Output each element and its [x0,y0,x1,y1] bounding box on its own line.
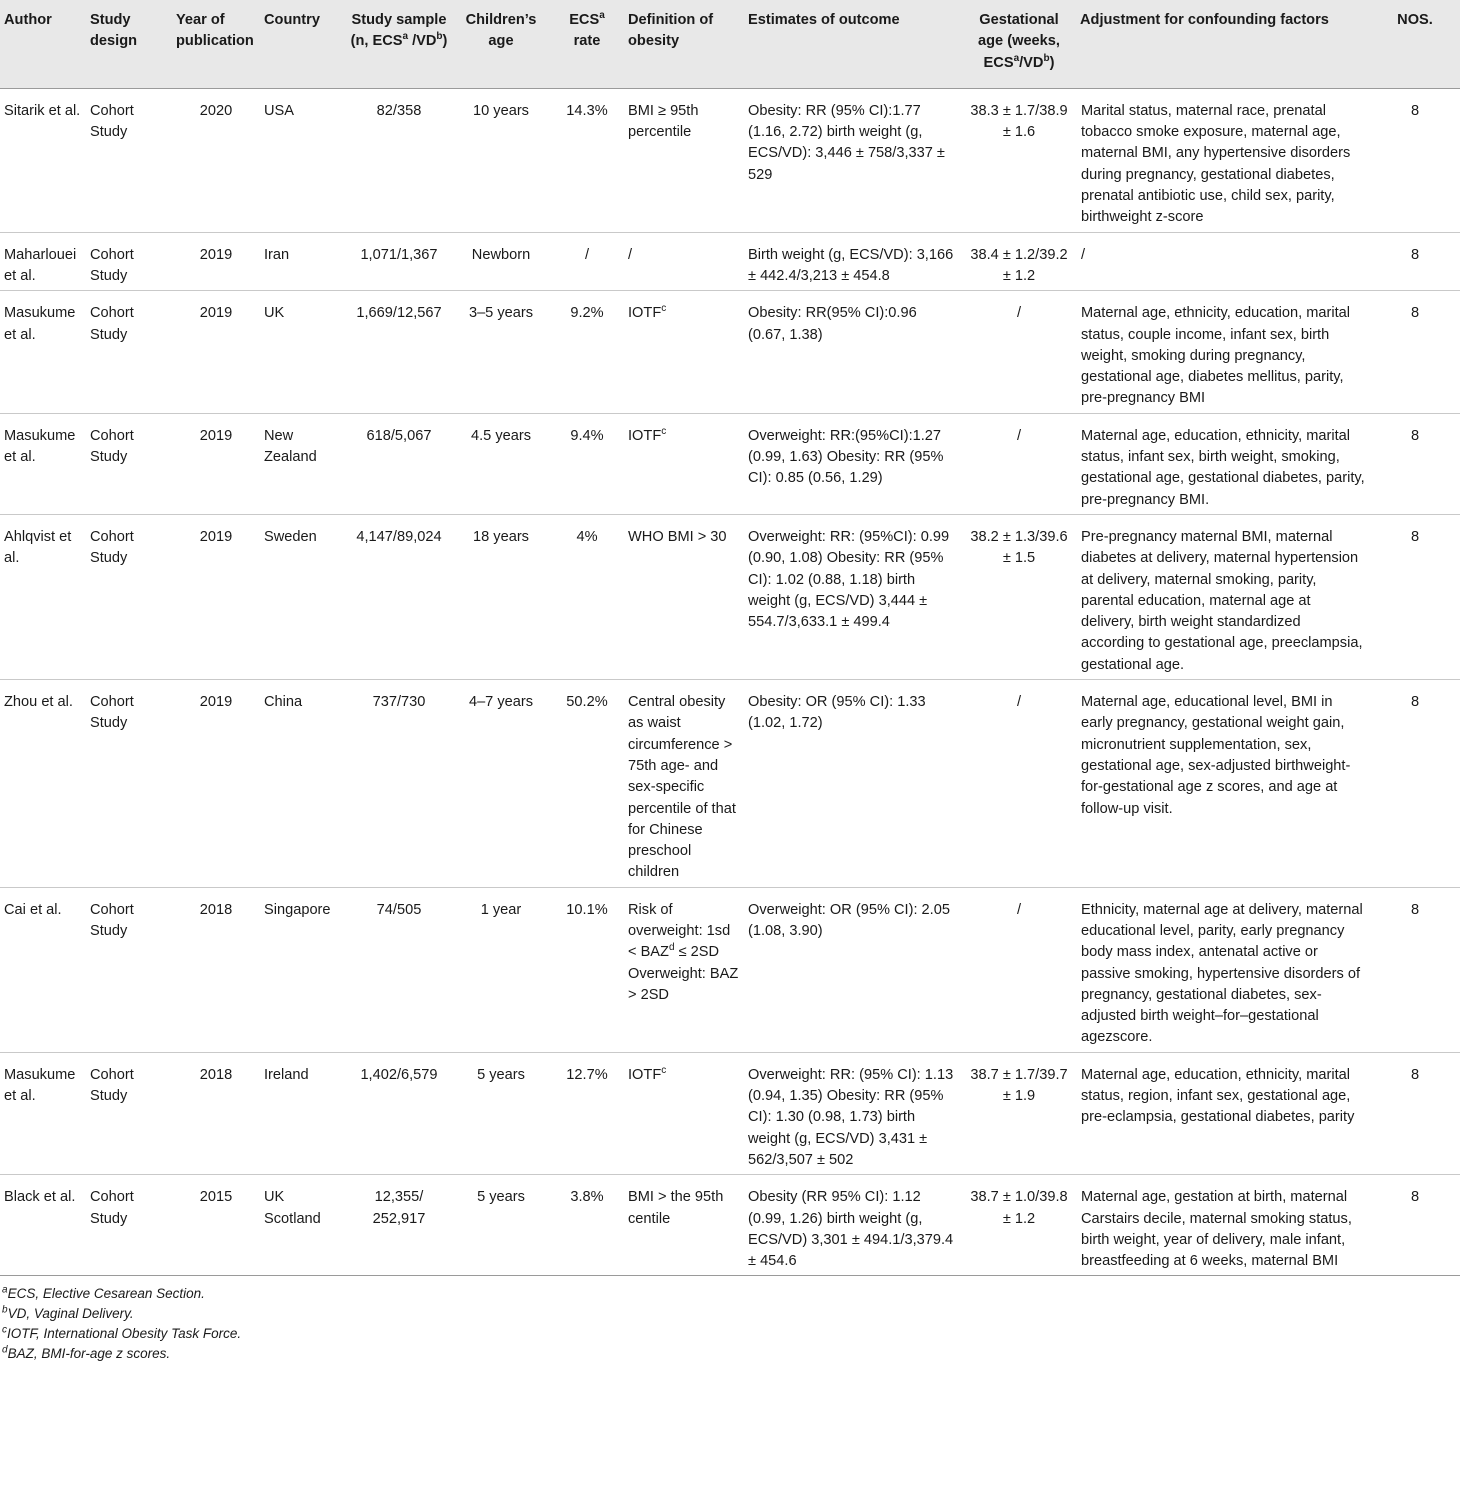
cell-rate: / [550,232,624,291]
cell-author: Masukume et al. [0,291,86,413]
cell-year: 2019 [172,291,260,413]
cell-definition: Central obesity as waist circumference > 75th age- and sex-specific percentile of that for Chinese preschool children [624,680,744,888]
cell-nos: 8 [1370,887,1460,1052]
cell-author: Black et al. [0,1175,86,1276]
cell-rate: 10.1% [550,887,624,1052]
cell-nos: 8 [1370,514,1460,679]
cell-nos: 8 [1370,1052,1460,1174]
cell-estimates: Overweight: RR: (95% CI): 1.13 (0.94, 1.35) Obesity: RR (95% CI): 1.30 (0.98, 1.73) birth weight (g, ECS/VD) 3,431 ± 562/3,507 ± 502 [744,1052,962,1174]
cell-design: Cohort Study [86,291,172,413]
table-row [0,413,1460,514]
cell-gestational-age: 38.2 ± 1.3/39.6 ± 1.5 [962,514,1076,679]
cell-gestational-age: 38.4 ± 1.2/39.2 ± 1.2 [962,232,1076,291]
cell-year: 2018 [172,887,260,1052]
cell-adjustment: / [1076,232,1370,291]
cell-estimates: Overweight: RR:(95%CI):1.27 (0.99, 1.63) Obesity: RR (95% CI): 0.85 (0.56, 1.29) [744,413,962,514]
cell-author: Masukume et al. [0,1052,86,1174]
table-row [0,88,1460,232]
cell-rate: 3.8% [550,1175,624,1276]
cell-country: Iran [260,232,346,291]
cell-author: Ahlqvist et al. [0,514,86,679]
cell-adjustment: Maternal age, education, ethnicity, marital status, region, infant sex, gestational age, pre-eclampsia, gestational diabetes, parity [1076,1052,1370,1174]
table-row [0,291,1460,413]
cell-age: 3–5 years [452,291,550,413]
cell-nos: 8 [1370,680,1460,888]
cell-country: UK [260,291,346,413]
cell-country: New Zealand [260,413,346,514]
cell-author: Maharlouei et al. [0,232,86,291]
cell-sample: 4,147/89,024 [346,514,452,679]
cell-design: Cohort Study [86,514,172,679]
footnote: $^b$VD, Vaginal Delivery. [2,1304,134,1322]
cell-gestational-age: / [962,291,1076,413]
cell-gestational-age: 38.7 ± 1.7/39.7 ± 1.9 [962,1052,1076,1174]
cell-definition: WHO BMI > 30 [624,514,744,679]
cell-age: 5 years [452,1052,550,1174]
cell-author: Masukume et al. [0,413,86,514]
cell-estimates: Obesity: RR (95% CI):1.77 (1.16, 2.72) birth weight (g, ECS/VD): 3,446 ± 758/3,337 ± 529 [744,88,962,232]
cell-adjustment: Maternal age, gestation at birth, maternal Carstairs decile, maternal smoking status, birth weight, year of delivery, male infant, breastfeeding at 6 weeks, maternal BMI [1076,1175,1370,1276]
cell-age: 1 year [452,887,550,1052]
cell-rate: 14.3% [550,88,624,232]
cell-definition: IOTF$^c$ [624,1052,744,1174]
cell-definition: Risk of overweight: $1sd < BAZ^d \le 2SD$ Overweight: BAZ > 2SD [624,887,744,1052]
header-study-sample: Study sample (n, ECS$^a$ $/VD^b$) [346,0,452,88]
cell-sample: 737/730 [346,680,452,888]
cell-estimates: Overweight: RR: (95%CI): 0.99 (0.90, 1.08) Obesity: RR (95% CI): 1.02 (0.88, 1.18) birth weight (g, ECS/VD) 3,444 ± 554.7/3,633.1 ± 499.4 [744,514,962,679]
cell-sample: 82/358 [346,88,452,232]
cell-gestational-age: 38.7 ± 1.0/39.8 ± 1.2 [962,1175,1076,1276]
cell-year: 2020 [172,88,260,232]
cell-age: 10 years [452,88,550,232]
cell-estimates: Obesity (RR 95% CI): 1.12 (0.99, 1.26) birth weight (g, ECS/VD) 3,301 ± 494.1/3,379.4 ± 454.6 [744,1175,962,1276]
cell-sample: 12,355/ 252,917 [346,1175,452,1276]
table-row [0,680,1460,888]
cell-design: Cohort Study [86,1175,172,1276]
table-row [0,1175,1460,1276]
table-row [0,1052,1460,1174]
cell-year: 2019 [172,514,260,679]
cell-nos: 8 [1370,291,1460,413]
table-row [0,232,1460,291]
cell-adjustment: Pre-pregnancy maternal BMI, maternal diabetes at delivery, maternal hypertension at delivery, maternal smoking, parity, parental education, maternal age at delivery, birth weight standardized according to gestational age, preeclampsia, gestational age. [1076,514,1370,679]
cell-author: Sitarik et al. [0,88,86,232]
header-author: Author [0,0,86,88]
cell-age: Newborn [452,232,550,291]
cell-design: Cohort Study [86,413,172,514]
cell-country: Sweden [260,514,346,679]
cell-age: 5 years [452,1175,550,1276]
cell-country: USA [260,88,346,232]
header-year: Year of publication [172,0,260,88]
cell-year: 2015 [172,1175,260,1276]
table-body [0,88,1460,1276]
cell-sample: 74/505 [346,887,452,1052]
table-row [0,514,1460,679]
header-estimates: Estimates of outcome [744,0,962,88]
cell-definition: IOTF$^c$ [624,413,744,514]
cell-rate: 4% [550,514,624,679]
header-adjustment: Adjustment for confounding factors [1076,0,1370,88]
table-row [0,887,1460,1052]
cell-nos: 8 [1370,88,1460,232]
cell-design: Cohort Study [86,232,172,291]
cell-country: Singapore [260,887,346,1052]
cell-sample: 1,669/12,567 [346,291,452,413]
cell-age: 18 years [452,514,550,679]
cell-country: UK Scotland [260,1175,346,1276]
cell-gestational-age: / [962,887,1076,1052]
footnote: $^c$IOTF, International Obesity Task Force. [2,1324,242,1342]
header-definition: Definition of obesity [624,0,744,88]
cell-estimates: Overweight: OR (95% CI): 2.05 (1.08, 3.90) [744,887,962,1052]
cell-year: 2018 [172,1052,260,1174]
cell-gestational-age: / [962,413,1076,514]
cell-country: Ireland [260,1052,346,1174]
cell-year: 2019 [172,680,260,888]
cell-design: Cohort Study [86,1052,172,1174]
cell-design: Cohort Study [86,680,172,888]
cell-age: 4–7 years [452,680,550,888]
cell-adjustment: Maternal age, educational level, BMI in early pregnancy, gestational weight gain, micronutrient supplementation, sex, gestational age, sex-adjusted birthweight-for-gestational age z scores, and age at follow-up visit. [1076,680,1370,888]
cell-gestational-age: / [962,680,1076,888]
cell-rate: 12.7% [550,1052,624,1174]
cell-nos: 8 [1370,232,1460,291]
footnote: $^a$ECS, Elective Cesarean Section. [2,1284,205,1302]
header-country: Country [260,0,346,88]
cell-nos: 8 [1370,413,1460,514]
cell-sample: 1,402/6,579 [346,1052,452,1174]
table-header-row [0,0,1460,88]
cell-estimates: Birth weight (g, ECS/VD): 3,166 ± 442.4/3,213 ± 454.8 [744,232,962,291]
header-ecs-rate: ECS$^a$ rate [550,0,624,88]
cell-sample: 1,071/1,367 [346,232,452,291]
header-nos: NOS. [1370,0,1460,88]
cell-rate: 9.2% [550,291,624,413]
cell-country: China [260,680,346,888]
cell-definition: / [624,232,744,291]
cell-design: Cohort Study [86,887,172,1052]
cell-definition: IOTF$^c$ [624,291,744,413]
header-study-design: Study design [86,0,172,88]
cell-adjustment: Maternal age, education, ethnicity, marital status, infant sex, birth weight, smoking, gestational age, gestational diabetes, parity, pre-pregnancy BMI. [1076,413,1370,514]
cell-estimates: Obesity: OR (95% CI): 1.33 (1.02, 1.72) [744,680,962,888]
cell-adjustment: Marital status, maternal race, prenatal tobacco smoke exposure, maternal age, maternal BMI, any hypertensive disorders during pregnancy, gestational diabetes, prenatal antibiotic use, child sex, parity, birthweight z-score [1076,88,1370,232]
cell-author: Zhou et al. [0,680,86,888]
cell-nos: 8 [1370,1175,1460,1276]
header-childrens-age: Children’s age [452,0,550,88]
cell-gestational-age: 38.3 ± 1.7/38.9 ± 1.6 [962,88,1076,232]
table-footnotes [0,1276,1460,1364]
cell-age: 4.5 years [452,413,550,514]
cell-author: Cai et al. [0,887,86,1052]
cell-rate: 9.4% [550,413,624,514]
cell-design: Cohort Study [86,88,172,232]
footnote: $^d$BAZ, BMI-for-age z scores. [2,1344,171,1362]
cell-estimates: Obesity: RR(95% CI):0.96 (0.67, 1.38) [744,291,962,413]
header-gestational-age: Gestational age (weeks, $ECS^a/VD^b$) [962,0,1076,88]
cell-year: 2019 [172,232,260,291]
cell-rate: 50.2% [550,680,624,888]
cell-year: 2019 [172,413,260,514]
cell-definition: BMI ≥ 95th percentile [624,88,744,232]
cell-adjustment: Maternal age, ethnicity, education, marital status, couple income, infant sex, birth weight, smoking during pregnancy, gestational age, diabetes mellitus, parity, pre-pregnancy BMI [1076,291,1370,413]
cell-sample: 618/5,067 [346,413,452,514]
cell-adjustment: Ethnicity, maternal age at delivery, maternal educational level, parity, early pregnancy body mass index, antenatal active or passive smoking, hypertensive disorders of pregnancy, gestational diabetes, sex-adjusted birth weight–for–gestational agezscore. [1076,887,1370,1052]
cell-definition: BMI > the 95th centile [624,1175,744,1276]
